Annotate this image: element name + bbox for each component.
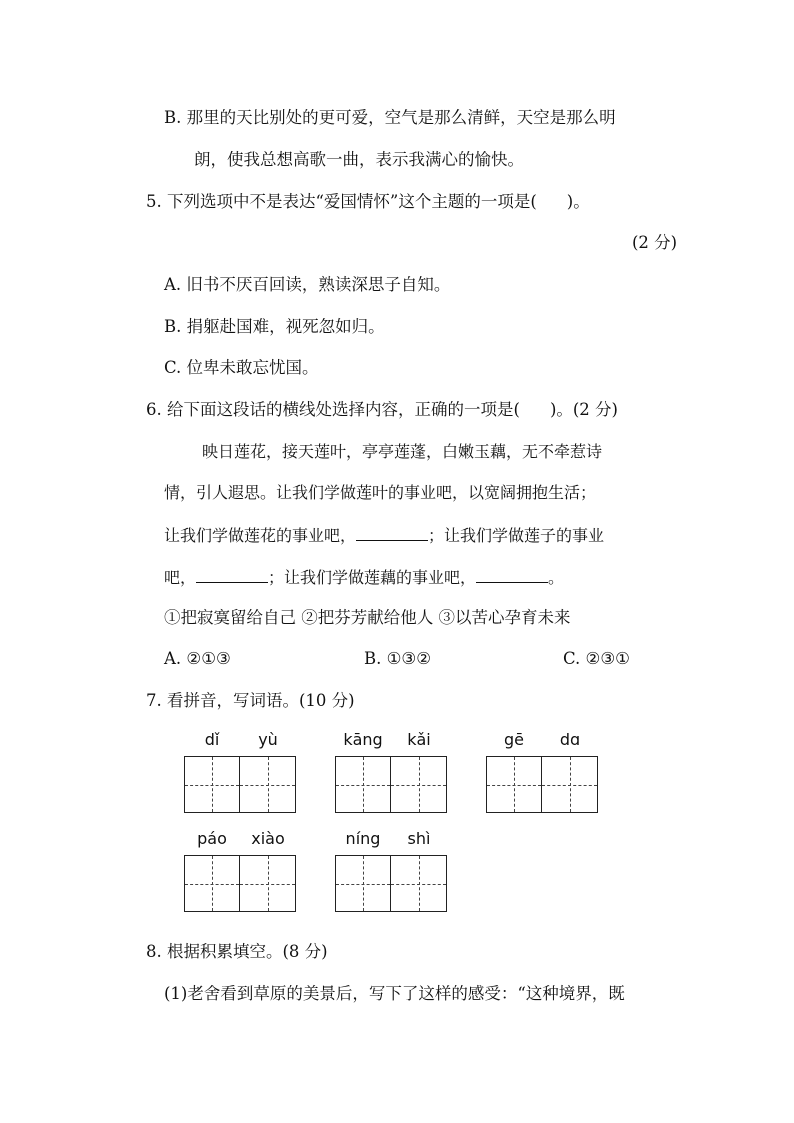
grid-cell[interactable]: [185, 757, 240, 812]
q7-stem: 7. 看拼音，写词语。(10 分): [146, 691, 355, 710]
pinyin-2a: kāng: [343, 730, 383, 749]
pinyin-3b: dɑ: [559, 730, 581, 749]
writing-grid-4[interactable]: [184, 855, 296, 912]
q6-passage-line4: [164, 566, 564, 589]
grid-cell[interactable]: [185, 856, 240, 911]
q6-passage-line2: 情，引人遐思。让我们学做莲叶的事业吧，以宽阔拥抱生活；: [164, 483, 597, 502]
q6-blank-2[interactable]: [196, 566, 268, 583]
pinyin-3a: gē: [504, 730, 524, 749]
q5-option-a: A. 旧书不厌百回读，熟读深思子自知。: [164, 275, 451, 294]
pinyin-1a: dǐ: [204, 730, 220, 749]
q6-stem-end: )。(2 分): [549, 400, 618, 419]
grid-cell[interactable]: [336, 757, 391, 812]
q6-passage-line4-end: 。: [548, 568, 565, 587]
q6-passage-line3-end: ；让我们学做莲子的事业: [428, 526, 605, 545]
q5-option-b: B. 捐躯赴国难，视死忽如归。: [164, 317, 385, 336]
grid-cell[interactable]: [240, 856, 295, 911]
q6-option-b: B. ①③②: [364, 649, 431, 668]
pinyin-4b: xiào: [251, 829, 285, 848]
q8-stem: 8. 根据积累填空。(8 分): [146, 942, 328, 961]
grid-cell[interactable]: [391, 856, 446, 911]
q6-blank-1[interactable]: [356, 524, 428, 541]
q5-stem: [146, 191, 590, 213]
q6-blank-3[interactable]: [476, 566, 548, 583]
q5-stem-text: 5. 下列选项中不是表达“爱国情怀”这个主题的一项是(: [146, 192, 537, 211]
q6-option-c: C. ②③①: [563, 649, 630, 668]
q5-stem-end: )。: [566, 192, 590, 211]
writing-grid-2[interactable]: [335, 756, 447, 813]
q4-option-b-line1: B. 那里的天比别处的更可爱，空气是那么清鲜，天空是那么明: [164, 108, 616, 127]
q6-passage-line3-start: 让我们学做莲花的事业吧，: [164, 526, 357, 545]
q6-stem-text: 6. 给下面这段话的横线处选择内容，正确的一项是(: [146, 400, 520, 419]
q5-option-c: C. 位卑未敢忘忧国。: [164, 358, 319, 377]
pinyin-5b: shì: [407, 829, 431, 848]
writing-grid-5[interactable]: [335, 855, 447, 912]
writing-grid-3[interactable]: [486, 756, 598, 813]
q6-passage-line4-start: 吧，: [164, 568, 197, 587]
grid-cell[interactable]: [240, 757, 295, 812]
grid-cell[interactable]: [391, 757, 446, 812]
q4-option-b-line2: 朗，使我总想高歌一曲，表示我满心的愉快。: [194, 150, 524, 169]
pinyin-2b: kǎi: [407, 730, 431, 749]
grid-cell[interactable]: [487, 757, 542, 812]
grid-cell[interactable]: [336, 856, 391, 911]
q5-score: (2 分): [632, 233, 678, 252]
writing-grid-1[interactable]: [184, 756, 296, 813]
pinyin-1b: yù: [258, 730, 278, 749]
pinyin-5a: níng: [345, 829, 381, 848]
q6-choices: ①把寂寞留给自己 ②把芬芳献给他人 ③以苦心孕育未来: [164, 608, 571, 627]
q8-sub1: (1)老舍看到草原的美景后，写下了这样的感受：“这种境界，既: [164, 984, 625, 1003]
pinyin-4a: páo: [197, 829, 227, 848]
q6-passage-line3: [164, 524, 604, 547]
q6-option-a: A. ②①③: [164, 649, 231, 668]
q6-stem: [146, 399, 618, 421]
q6-passage-line4-mid: ；让我们学做莲藕的事业吧，: [268, 568, 477, 587]
grid-cell[interactable]: [542, 757, 597, 812]
q6-passage-line1: 映日莲花，接天莲叶，亭亭莲蓬，白嫩玉藕，无不牵惹诗: [202, 442, 603, 461]
